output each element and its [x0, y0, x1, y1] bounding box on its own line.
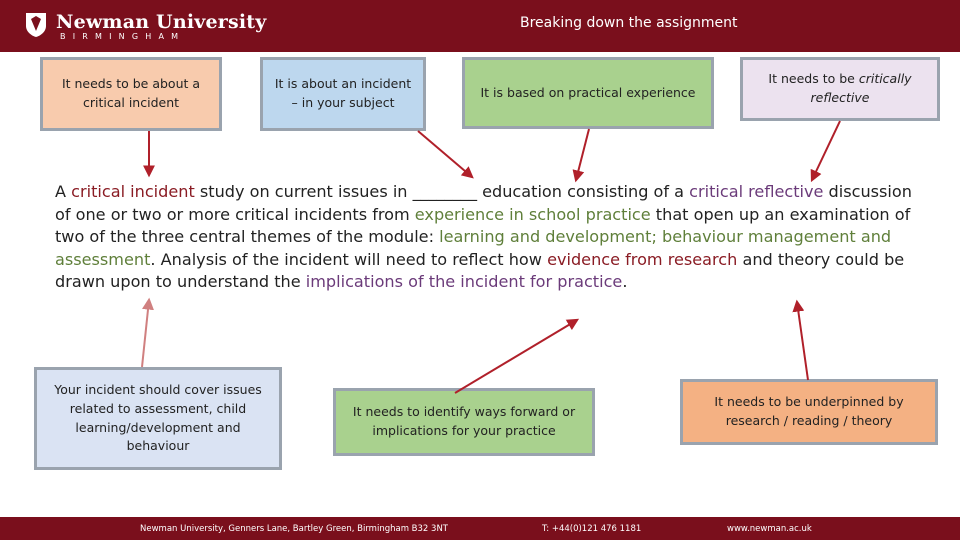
box-underpinned — [680, 379, 938, 445]
arrow-practical-experience — [576, 129, 589, 180]
arrow-cover-issues — [142, 300, 149, 367]
para-text: study on current issues in ________ education consisting of a — [194, 182, 690, 201]
box-critically-reflective — [740, 57, 940, 121]
slide-title: Breaking down the assignment — [520, 15, 738, 31]
para-text: . Analysis of the incident will need to reflect how — [150, 249, 548, 269]
arrow-critically-reflective — [812, 121, 840, 180]
para-text: . — [622, 272, 628, 292]
box-in-subject — [260, 57, 426, 131]
para-highlight-critical-incident: critical incident — [71, 182, 195, 201]
footer-telephone: T: +44(0)121 476 1181 — [542, 524, 642, 534]
header-bar — [0, 0, 960, 52]
box-cover-issues-text: Your incident should cover issues related to assessment, child learning/development and behaviour — [54, 382, 262, 454]
para-text: and theory could be drawn upon to understand the — [55, 249, 905, 292]
arrow-in-subject — [418, 131, 472, 177]
logo-name: Newman University — [56, 11, 267, 33]
box-practical-experience-text: It is based on practical experience — [480, 84, 696, 100]
box-critically-reflective-prefix: It needs to be — [768, 71, 859, 87]
footer-bar — [0, 517, 960, 540]
box-critical-incident-text: It needs to be about a critical incident — [61, 76, 201, 110]
crest-icon — [25, 12, 47, 38]
box-critically-reflective-emphasis: critically reflective — [810, 71, 912, 105]
para-highlight-evidence: evidence from research — [547, 249, 738, 269]
box-ways-forward — [333, 388, 595, 456]
box-in-subject-text: It is about an incident – in your subject — [274, 76, 412, 110]
box-ways-forward-text: It needs to identify ways forward or implications for your practice — [352, 404, 576, 438]
para-highlight-themes: learning and development; behaviour management and assessment — [55, 227, 892, 269]
box-practical-experience — [462, 57, 714, 129]
para-highlight-implications: implications of the incident for practice — [305, 272, 623, 292]
para-text: that open up an examination of two of the three central themes of the module: — [55, 204, 911, 247]
para-highlight-school-practice: experience in school practice — [414, 204, 651, 224]
footer-address: Newman University, Genners Lane, Bartley Green, Birmingham B32 3NT — [140, 524, 448, 534]
arrow-underpinned — [797, 302, 808, 380]
arrow-ways-forward — [455, 320, 577, 393]
para-text: discussion of one or two or more critical incidents from — [55, 182, 912, 224]
box-critical-incident — [40, 57, 222, 131]
box-critically-reflective-text — [751, 70, 929, 108]
logo-city: BIRMINGHAM — [60, 32, 186, 41]
box-underpinned-text: It needs to be underpinned by research / reading / theory — [714, 394, 904, 428]
para-text: A — [55, 182, 72, 201]
para-highlight-critical-reflective: critical reflective — [689, 182, 824, 201]
footer-website[interactable]: www.newman.ac.uk — [727, 524, 812, 534]
assignment-paragraph — [55, 181, 915, 294]
box-cover-issues — [34, 367, 282, 470]
